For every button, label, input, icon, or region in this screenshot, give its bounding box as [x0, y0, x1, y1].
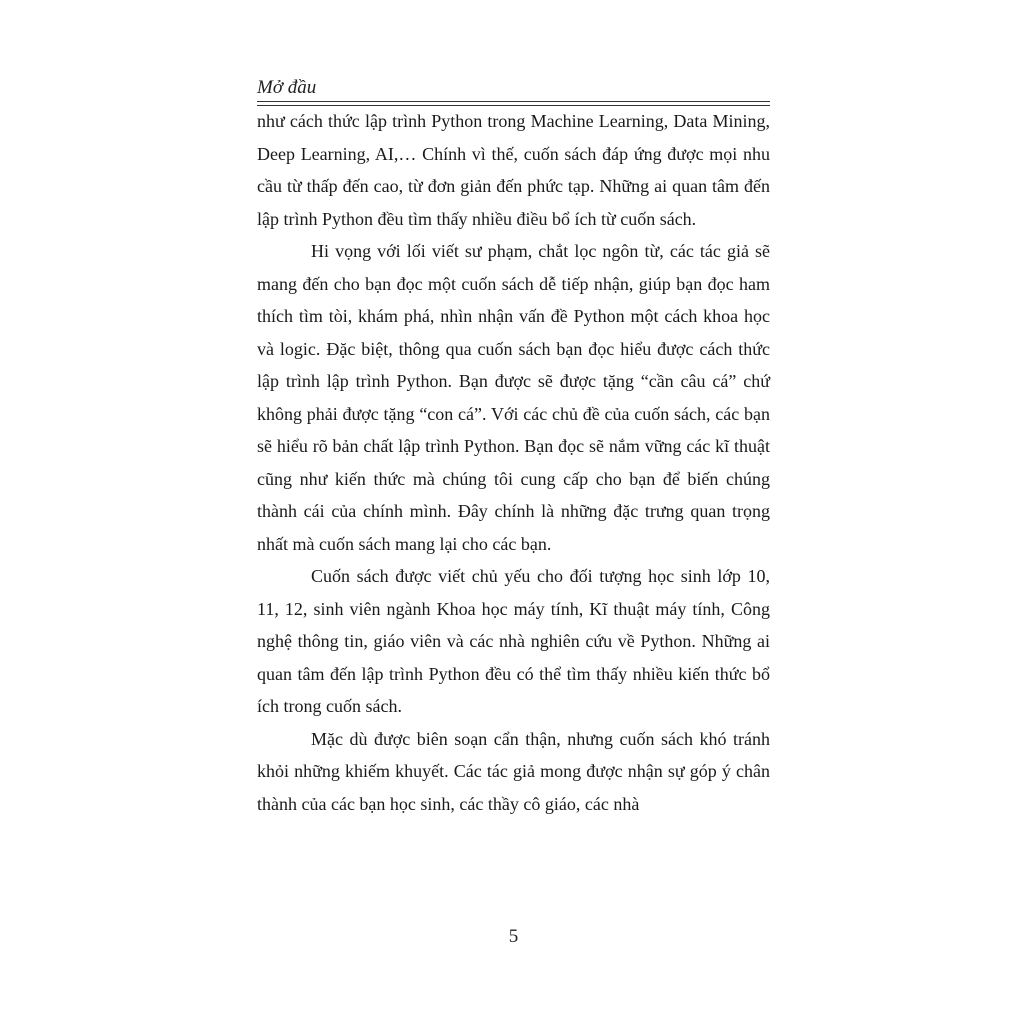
paragraph-2: Hi vọng với lối viết sư phạm, chắt lọc ngôn từ, các tác giả sẽ mang đến cho bạn đọc một cuốn sách dễ tiếp nhận, giúp bạn đọc ham thích tìm tòi, khám phá, nhìn nhận vấn đề Python một cách khoa học và logic. Đặc biệt, thông qua cuốn sách bạn đọc hiểu được cách thức lập trình lập trình Python. Bạn được sẽ được tặng “cần câu cá” chứ không phải được tặng “con cá”. Với các chủ đề của cuốn sách, các bạn sẽ hiểu rõ bản chất lập trình Python. Bạn đọc sẽ nắm vững các kĩ thuật cũng như kiến thức mà chúng tôi cung cấp cho bạn để biến chúng thành cái của chính mình. Đây chính là những đặc trưng quan trọng nhất mà cuốn sách mang lại cho các bạn.: [257, 241, 770, 554]
paragraph-1: như cách thức lập trình Python trong Machine Learning, Data Mining, Deep Learning, AI,… Chính vì thế, cuốn sách đáp ứng được mọi nhu cầu từ thấp đến cao, từ đơn giản đến phức tạp. Những ai quan tâm đến lập trình Python đều tìm thấy nhiều điều bổ ích từ cuốn sách.: [257, 111, 770, 229]
paragraph-4: Mặc dù được biên soạn cẩn thận, nhưng cuốn sách khó tránh khỏi những khiếm khuyết. Các tác giả mong được nhận sự góp ý chân thành của các bạn học sinh, các thầy cô giáo, các nhà: [257, 728, 770, 814]
page-number: 5: [508, 926, 519, 947]
running-header: Mở đầu: [257, 77, 317, 98]
paragraph-3: Cuốn sách được viết chủ yếu cho đối tượng học sinh lớp 10, 11, 12, sinh viên ngành Khoa học máy tính, Kĩ thuật máy tính, Công nghệ thông tin, giáo viên và các nhà nghiên cứu về Python. Những ai quan tâm đến lập trình Python đều có thể tìm thấy nhiều kiến thức bổ ích trong cuốn sách.: [257, 566, 770, 716]
body-text: [257, 105, 770, 820]
